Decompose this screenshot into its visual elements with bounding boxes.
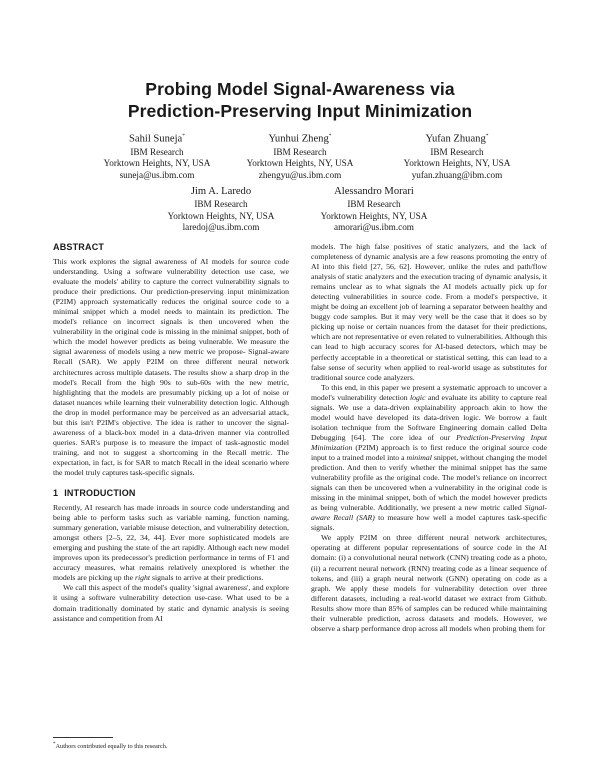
title-line-1: Probing Model Signal-Awareness via — [145, 79, 455, 99]
left-column — [53, 242, 289, 624]
author-name: Jim A. Laredo — [190, 186, 252, 197]
author-location: Yorktown Heights, NY, USA — [320, 210, 428, 221]
author-location: Yorktown Heights, NY, USA — [403, 158, 511, 169]
intro-paragraph-1: Recently, AI research has made inroads in source code understanding and being able to perform tasks such as variable naming, function naming, summary generation, variable misuse detection, and vulnerability detection, amongst others [2–5, 22, 34, 44]. Ever more sophisticated models are emerging and pushing the state of the art rapidly. Although each new model improves upon its predecessor's prediction performance in terms of F1 and accuracy measures, what remains relatively unexplored is whether the models are picking up the right signals to arrive at their predictions. — [53, 503, 289, 583]
title-line-2: Prediction-Preserving Input Minimization — [127, 101, 473, 121]
body-paragraph-1: models. The high false positives of static analyzers, and the lack of completeness of dynamic analysis are a few reasons promoting the entry of AI into this field [27, 56, 62]. However, unlike the rules and path/flow analysis of static analyzers and the execution tracing of dynamic analysis, it remains unclear as to what signals the AI models actually pick up for detecting vulnerabilities in source code. From a model's perspective, it might be doing an excellent job of learning a separator between healthy and buggy code samples. But it may very well be the case that it does so by picking up noise or certain nuances from the dataset for their predictions, which are not representative or even related to vulnerabilities. Although this can lead to high accuracy scores for AI-based detectors, which may be perfectly acceptable in a theoretical or statistical setting, this can lead to a false sense of security when applied to real-world usage as substitutes for traditional source code analyzers. — [311, 242, 547, 382]
intro-paragraph-2: We call this aspect of the model's quality 'signal awareness', and explore it using a software vulnerability detection use-case. What used to be a domain traditionally dominated by static and dynamic analysis is seeing assistance and competition from AI — [53, 583, 289, 623]
author-location: Yorktown Heights, NY, USA — [246, 158, 354, 169]
right-column — [311, 242, 547, 634]
author-org: IBM Research — [194, 199, 248, 209]
author-location: Yorktown Heights, NY, USA — [167, 210, 275, 221]
section-title: INTRODUCTION — [64, 488, 136, 499]
author-name: Alessandro Morari — [334, 186, 414, 197]
author-block — [279, 185, 469, 234]
author-email: laredoj@us.ibm.com — [182, 222, 260, 233]
author-email: suneja@us.ibm.com — [119, 169, 195, 180]
author-email: yufan.zhuang@ibm.com — [411, 169, 503, 180]
author-email: amorari@us.ibm.com — [334, 222, 414, 233]
body-paragraph-3: We apply P2IM on three different neural network architectures, operating at different popular representations of source code in the AI domain: (i) a convolutional neural network (CNN) treating code as a photo, (ii) a recurrent neural network (RNN) treating code as a linear sequence of tokens, and (iii) a graph neural network (GNN) operating on code as a graph. We apply these models for vulnerability detection over three different datasets, including a real-world dataset we extract from Github. Results show more than 85% of samples can be reduced while maintaining their vulnerable prediction, across datasets and models. However, we observe a sharp performance drop across all models when probing them for — [311, 533, 547, 633]
author-org: IBM Research — [347, 199, 401, 209]
abstract-heading: ABSTRACT — [53, 242, 105, 252]
author-location: Yorktown Heights, NY, USA — [103, 158, 211, 169]
author-email: zhengyu@us.ibm.com — [258, 169, 342, 180]
author-block — [362, 130, 552, 181]
introduction-heading — [53, 488, 289, 499]
body-paragraph-2: To this end, in this paper we present a systematic approach to uncover a model's vulnerability detection logic and evaluate its ability to capture real signals. We use a data-driven explainability approach akin to how the model would have developed its data-driven logic. We borrow a fault isolation technique from the Software Engineering domain called Delta Debugging [64]. The core idea of our Prediction-Preserving Input Minimization (P2IM) approach is to first reduce the original source code input to a trained model into a minimal snippet, without changing the model prediction. And then to verify whether the minimal snippet has the same vulnerability profile as the original code. The model's reliance on incorrect signals can then be uncovered when a vulnerability in the original code is missing in the minimal snippet, both of which the model however predicts as being vulnerable. Additionally, we present a new metric called Signal-aware Recall (SAR) to measure how well a model captures task-specific signals. — [311, 382, 547, 533]
author-name: Yufan Zhuang* — [425, 133, 489, 145]
footnote: *Authors contributed equally to this research. — [53, 742, 168, 751]
author-org: IBM Research — [130, 146, 184, 157]
author-name: Yunhui Zheng* — [268, 133, 332, 145]
author-org: IBM Research — [273, 146, 327, 157]
section-number: 1 — [53, 488, 59, 499]
footnote-rule — [53, 737, 113, 738]
author-org: IBM Research — [430, 146, 484, 157]
paper-title — [40, 78, 560, 122]
author-name: Sahil Suneja* — [128, 133, 185, 145]
abstract-text: This work explores the signal awareness of AI models for source code understanding. Using a software vulnerability detection use case, we evaluate the models' ability to capture the correct vulnerability signals to produce their predictions. Our prediction-preserving input minimization (P2IM) approach systematically reduces the original source code to a minimal snippet which a model needs to maintain its prediction. The model's reliance on incorrect signals is then uncovered when the vulnerability in the original code is missing in the minimal snippet, both of which the model however predicts as being vulnerable. We measure the signal awareness of models using a new metric we propose- Signal-aware Recall (SAR). We apply P2IM on three different neural network architectures across multiple datasets. The results show a sharp drop in the model's Recall from the high 90s to sub-60s with the new metric, highlighting that the models are presumably picking up a lot of noise or dataset nuances while learning their vulnerability detection logic. Although the drop in model performance may be perceived as an adversarial attack, but this isn't P2IM's objective. The idea is rather to uncover the signal-awareness of a black-box model in a data-driven manner via controlled queries. SAR's purpose is to measure the impact of task-agnostic model training, and not to suggest a shortcoming in the Recall metric. The expectation, in fact, is for SAR to match Recall in the ideal scenario where the model truly captures task-specific signals. — [53, 257, 289, 477]
